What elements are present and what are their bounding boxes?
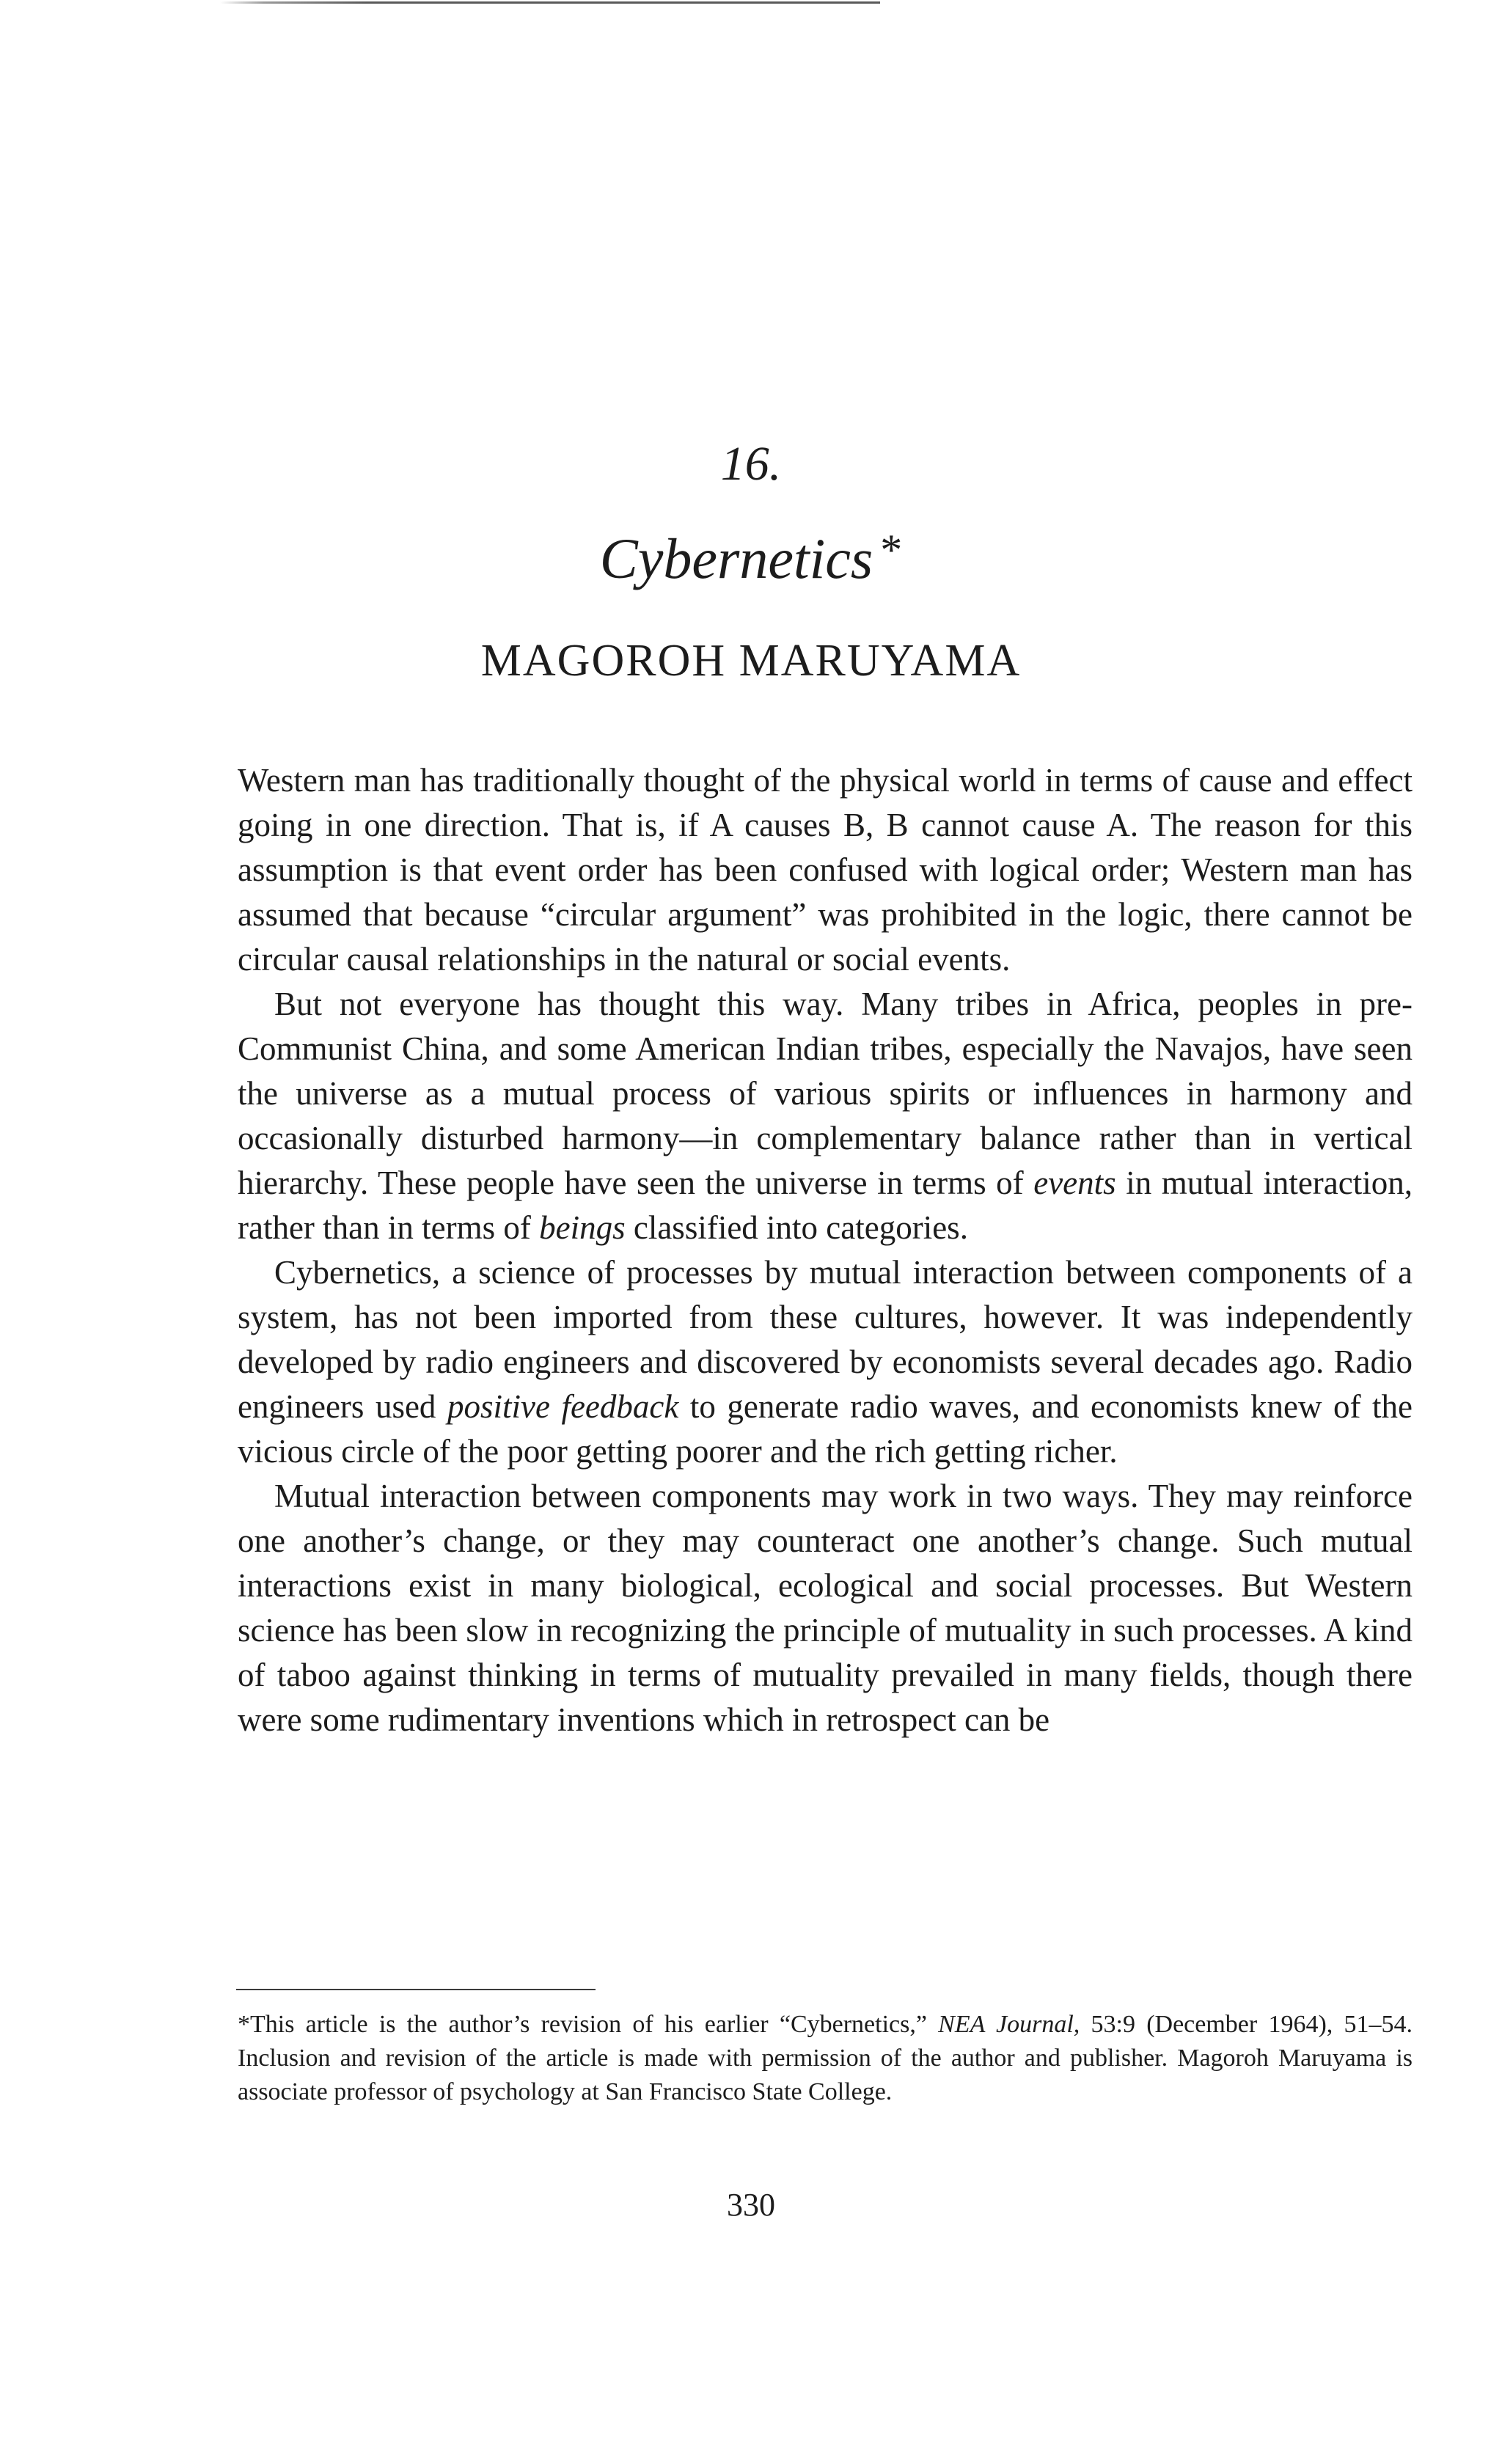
paragraph-2-emphasis-beings: beings <box>539 1209 626 1246</box>
paragraph-2-text-c: classified into categories. <box>625 1209 968 1246</box>
footnote-text-a: *This article is the author’s revision of his earlier “Cybernetics,” <box>238 2011 939 2038</box>
title-footnote-mark: * <box>880 526 903 574</box>
paragraph-1: Western man has traditionally thought of the physical world in terms of cause and effect going in one direction. That is, if A causes B, B cannot cause A. The reason for this assumption is that event order has been confused with logical order; Western man has assumed that because “circular argument” was prohibited in the logic, there cannot be circular causal relationships in the natural or social events. <box>238 762 1413 978</box>
body-text <box>238 758 1413 1742</box>
paragraph-2-emphasis-events: events <box>1033 1165 1116 1201</box>
footnote <box>238 2008 1413 2109</box>
footnote-rule <box>236 1989 596 1990</box>
author-name: MAGOROH MARUYAMA <box>480 636 1022 686</box>
chapter-title-block <box>0 526 1502 590</box>
footnote-text-b: 53:9 (December 1964), 51–54. Inclusion and revision of the article is made with permission of the author and publisher. Magoroh Maruyama is associate professor of psychology at San Francisco State College. <box>238 2011 1413 2105</box>
paragraph-3-text-a: Cybernetics, a science of processes by mutual interaction between components of a system, has not been imported from these cultures, however. It was independently developed by radio engineers and discovered by economists several decades ago. Radio engineers used <box>238 1254 1413 1425</box>
top-edge-rule <box>220 1 880 4</box>
paragraph-3-text-b: to generate radio waves, and economists knew of the vicious circle of the poor getting poorer and the rich getting richer. <box>238 1388 1413 1470</box>
paragraph-3-emphasis-positive-feedback: positive feedback <box>447 1388 679 1425</box>
page-number: 330 <box>727 2187 775 2223</box>
footnote-journal-name: NEA Journal, <box>938 2011 1080 2038</box>
paragraph-2 <box>238 982 1413 1250</box>
paragraph-2-text-b: in mutual interaction, rather than in terms of <box>238 1165 1413 1246</box>
paragraph-3 <box>238 1250 1413 1474</box>
paragraph-2-text-a: But not everyone has thought this way. Many tribes in Africa, peoples in pre-Communist China, and some American Indian tribes, especially the Navajos, have seen the universe as a mutual process of various spirits or influences in harmony and occasionally disturbed harmony—in complementary balance rather than in vertical hierarchy. These people have seen the universe in terms of <box>238 986 1413 1201</box>
paragraph-4: Mutual interaction between components may work in two ways. They may reinforce one another’s change, or they may counteract one another’s change. Such mutual interactions exist in many biological, ecological and social processes. But Western science has been slow in recognizing the principle of mutuality in such processes. A kind of taboo against thinking in terms of mutuality prevailed in many fields, though there were some rudimentary inventions which in retrospect can be <box>238 1478 1413 1738</box>
chapter-number: 16. <box>720 437 782 491</box>
chapter-title: Cybernetics <box>599 527 873 590</box>
